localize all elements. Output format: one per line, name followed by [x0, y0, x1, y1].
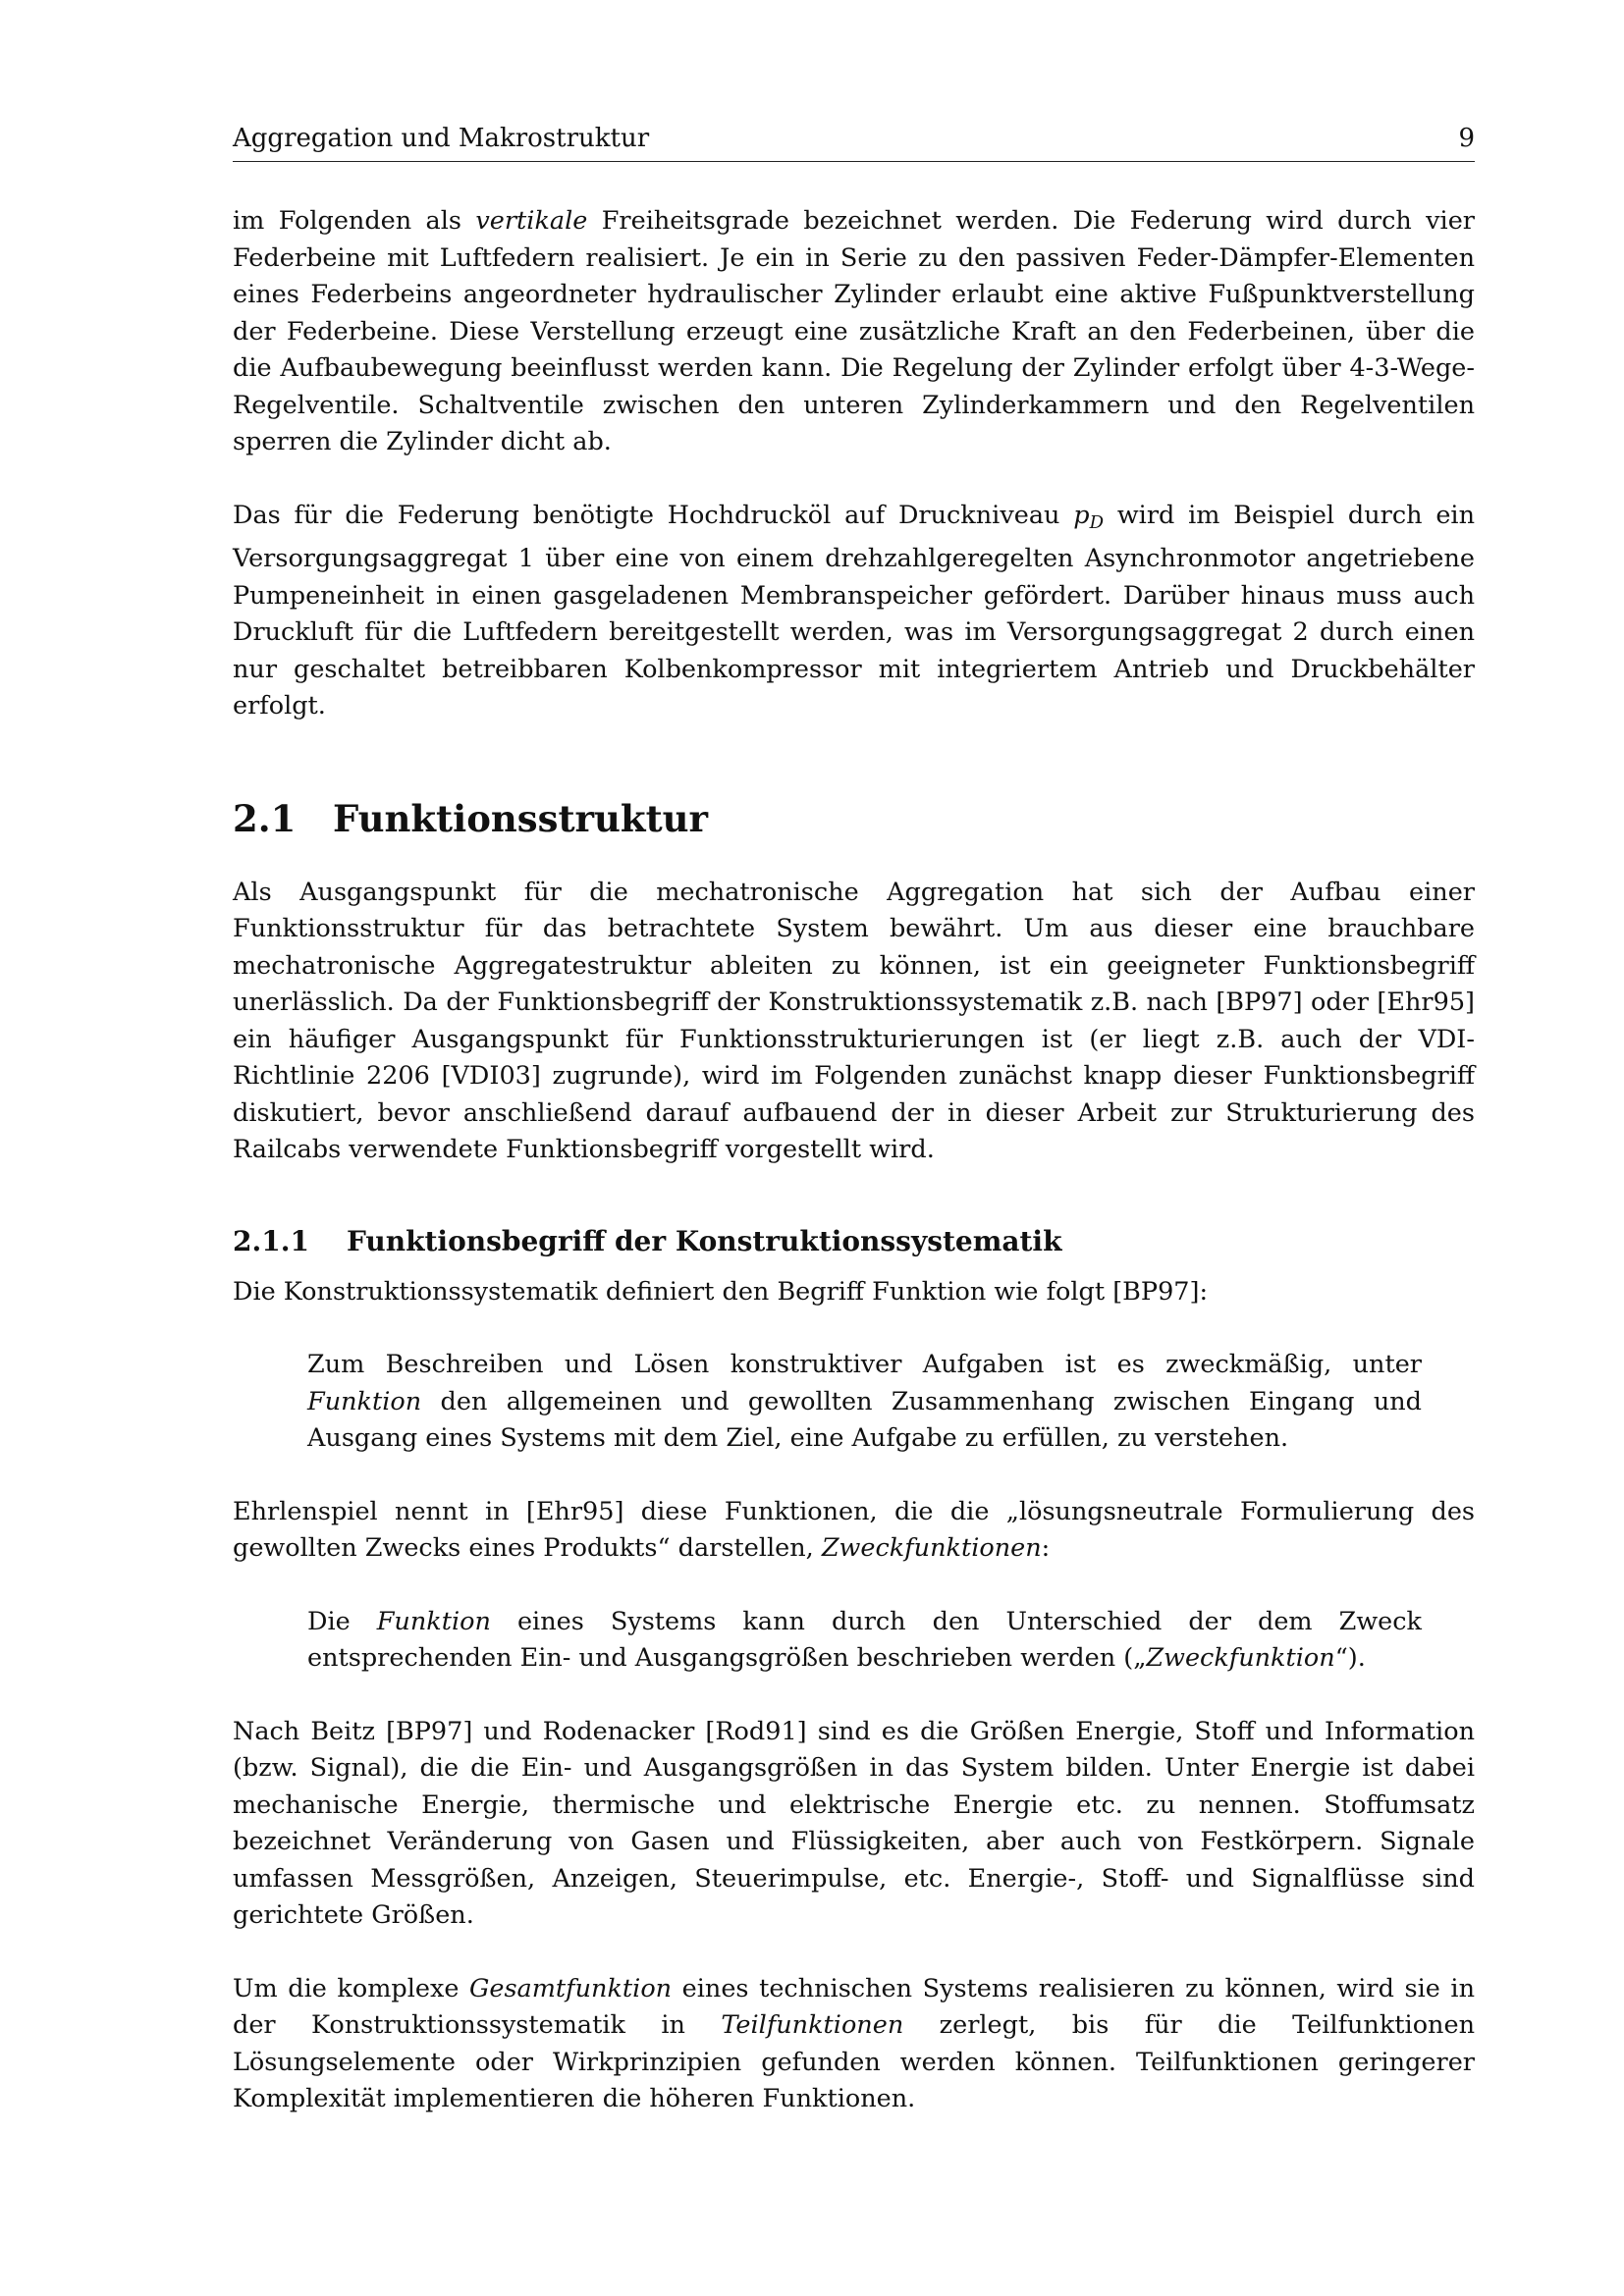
emphasis-funktion: Funktion: [307, 1386, 422, 1416]
running-header-title: Aggregation und Makrostruktur: [233, 124, 650, 153]
emphasis-funktion: Funktion: [376, 1606, 491, 1636]
math-pressure-variable: [1073, 500, 1105, 533]
quote-zweckfunktion: [307, 1604, 1422, 1678]
text-run: Zum Beschreiben und Lösen konstruktiver Aufgaben ist es zweckmäßig, unter: [307, 1350, 1422, 1379]
section-heading: [233, 796, 1475, 841]
page-content: [233, 122, 1475, 2118]
paragraph-function-structure: Als Ausgangspunkt für die mechatronische Aggregation hat sich der Aufbau einer Funktionsstruktur für das betrachtete System bewährt. Um aus dieser eine brauchbare mechatronische Aggregatestruktur ableiten zu können, ist ein geeigneter Funktionsbegriff unerlässlich. Da der Funktionsbegriff der Konstruktionssystematik z.B. nach [BP97] oder [Ehr95] ein häufiger Ausgangspunkt für Funktionsstrukturierungen ist (er liegt z.B. auch der VDI-Richtlinie 2206 [VDI03] zugrunde), wird im Folgenden zunächst knapp dieser Funktionsbegriff diskutiert, bevor anschließend darauf aufbauend der in dieser Arbeit zur Strukturierung des Railcabs verwendete Funktionsbegriff vorgestellt wird.: [233, 877, 1475, 1164]
math-variable-p: p: [1073, 500, 1090, 530]
text-run: wird im Beispiel durch ein Versorgungsaggregat 1 über eine von einem drehzahlgeregelten Asynchronmotor angetriebene Pumpeneinheit in einen gasgeladenen Membranspeicher gefördert. Darüber hinaus muss auch Druckluft für die Luftfedern bereitgestellt werden, was im Versorgungsaggregat 2 durch einen nur geschaltet betreibbaren Kolbenkompressor mit integriertem Antrieb und Druckbehälter erfolgt.: [233, 500, 1476, 721]
subsection-title: Funktionsbegriff der Konstruktionssystematik: [347, 1224, 1062, 1257]
page-number: 9: [1458, 124, 1475, 153]
paragraph-energy-material-signal: Nach Beitz [BP97] und Rodenacker [Rod91] sind es die Größen Energie, Stoff und Information (bzw. Signal), die die Ein- und Ausgangsgrößen in das System bilden. Unter Energie ist dabei mechanische Energie, thermische und elektrische Energie etc. zu nennen. Stoffumsatz bezeichnet Veränderung von Gasen und Flüssigkeiten, aber auch von Festkörpern. Signale umfassen Messgrößen, Anzeigen, Steuerimpulse, etc. Energie-, Stoff- und Signalflüsse sind gerichtete Größen.: [233, 1716, 1475, 1930]
text-run: “).: [1334, 1643, 1366, 1673]
text-run: eines Systems kann durch den Unterschied der dem Zweck entsprechenden Ein- und Ausgangsgrößen beschrieben werden („: [307, 1606, 1423, 1673]
running-header: [233, 122, 1475, 162]
text-run: im Folgenden als: [233, 206, 476, 236]
emphasis-vertikale: vertikale: [475, 206, 588, 236]
text-run: den allgemeinen und gewollten Zusammenhang zwischen Eingang und Ausgang eines Systems mit dem Ziel, eine Aufgabe zu erfüllen, zu verstehen.: [307, 1386, 1422, 1453]
paragraph-definition-intro: Die Konstruktionssystematik definiert den Begriff Funktion wie folgt [BP97]:: [233, 1276, 1209, 1307]
emphasis-zweckfunktion: Zweckfunktion: [1146, 1643, 1335, 1673]
subsection-number: 2.1.1: [233, 1224, 309, 1257]
paragraph-hydraulic-supply: [233, 498, 1475, 725]
paragraph-overall-function: [233, 1971, 1475, 2118]
section-number: 2.1: [233, 796, 297, 840]
emphasis-teilfunktionen: Teilfunktionen: [721, 2010, 904, 2040]
emphasis-zweckfunktionen: Zweckfunktionen: [821, 1533, 1042, 1563]
text-run: Das für die Federung benötigte Hochdrucköl auf Druckniveau: [233, 500, 1074, 530]
quote-function-definition: [307, 1347, 1422, 1458]
paragraph-vertical-dof: [233, 203, 1475, 461]
text-run: Freiheitsgrade bezeichnet werden. Die Federung wird durch vier Federbeine mit Luftfedern realisiert. Je ein in Serie zu den passiven Feder-Dämpfer-Elementen eines Federbeins angeordneter hydraulischer Zylinder erlaubt eine aktive Fußpunktverstellung der Federbeine. Diese Verstellung erzeugt eine zusätzliche Kraft an den Federbeinen, über die die Aufbaubewegung beeinflusst werden kann. Die Regelung der Zylinder erfolgt über 4-3-Wege-Regelventile. Schaltventile zwischen den unteren Zylinderkammern und den Regelventilen sperren die Zylinder dicht ab.: [233, 206, 1475, 456]
subsection-heading: [233, 1224, 1475, 1259]
text-run: eines technischen Systems realisieren zu können, wird sie in der Konstruktionssystematik in: [233, 1973, 1475, 2040]
text-run: Die: [307, 1606, 377, 1636]
math-subscript-d: D: [1089, 511, 1105, 533]
text-run: Um die komplexe: [233, 1973, 469, 2003]
paragraph-ehrlenspiel: [233, 1494, 1475, 1568]
emphasis-gesamtfunktion: Gesamtfunktion: [469, 1973, 673, 2003]
text-run: Ehrlenspiel nennt in [Ehr95] diese Funktionen, die die „lösungsneutrale Formulierung des gewollten Zwecks eines Produkts“ darstellen,: [233, 1496, 1475, 1563]
section-title: Funktionsstruktur: [333, 796, 709, 840]
text-run: :: [1041, 1533, 1051, 1563]
text-run: zerlegt, bis für die Teilfunktionen Lösungselemente oder Wirkprinzipien gefunden werden können. Teilfunktionen geringerer Komplexität implementieren die höheren Funktionen.: [233, 2010, 1475, 2113]
